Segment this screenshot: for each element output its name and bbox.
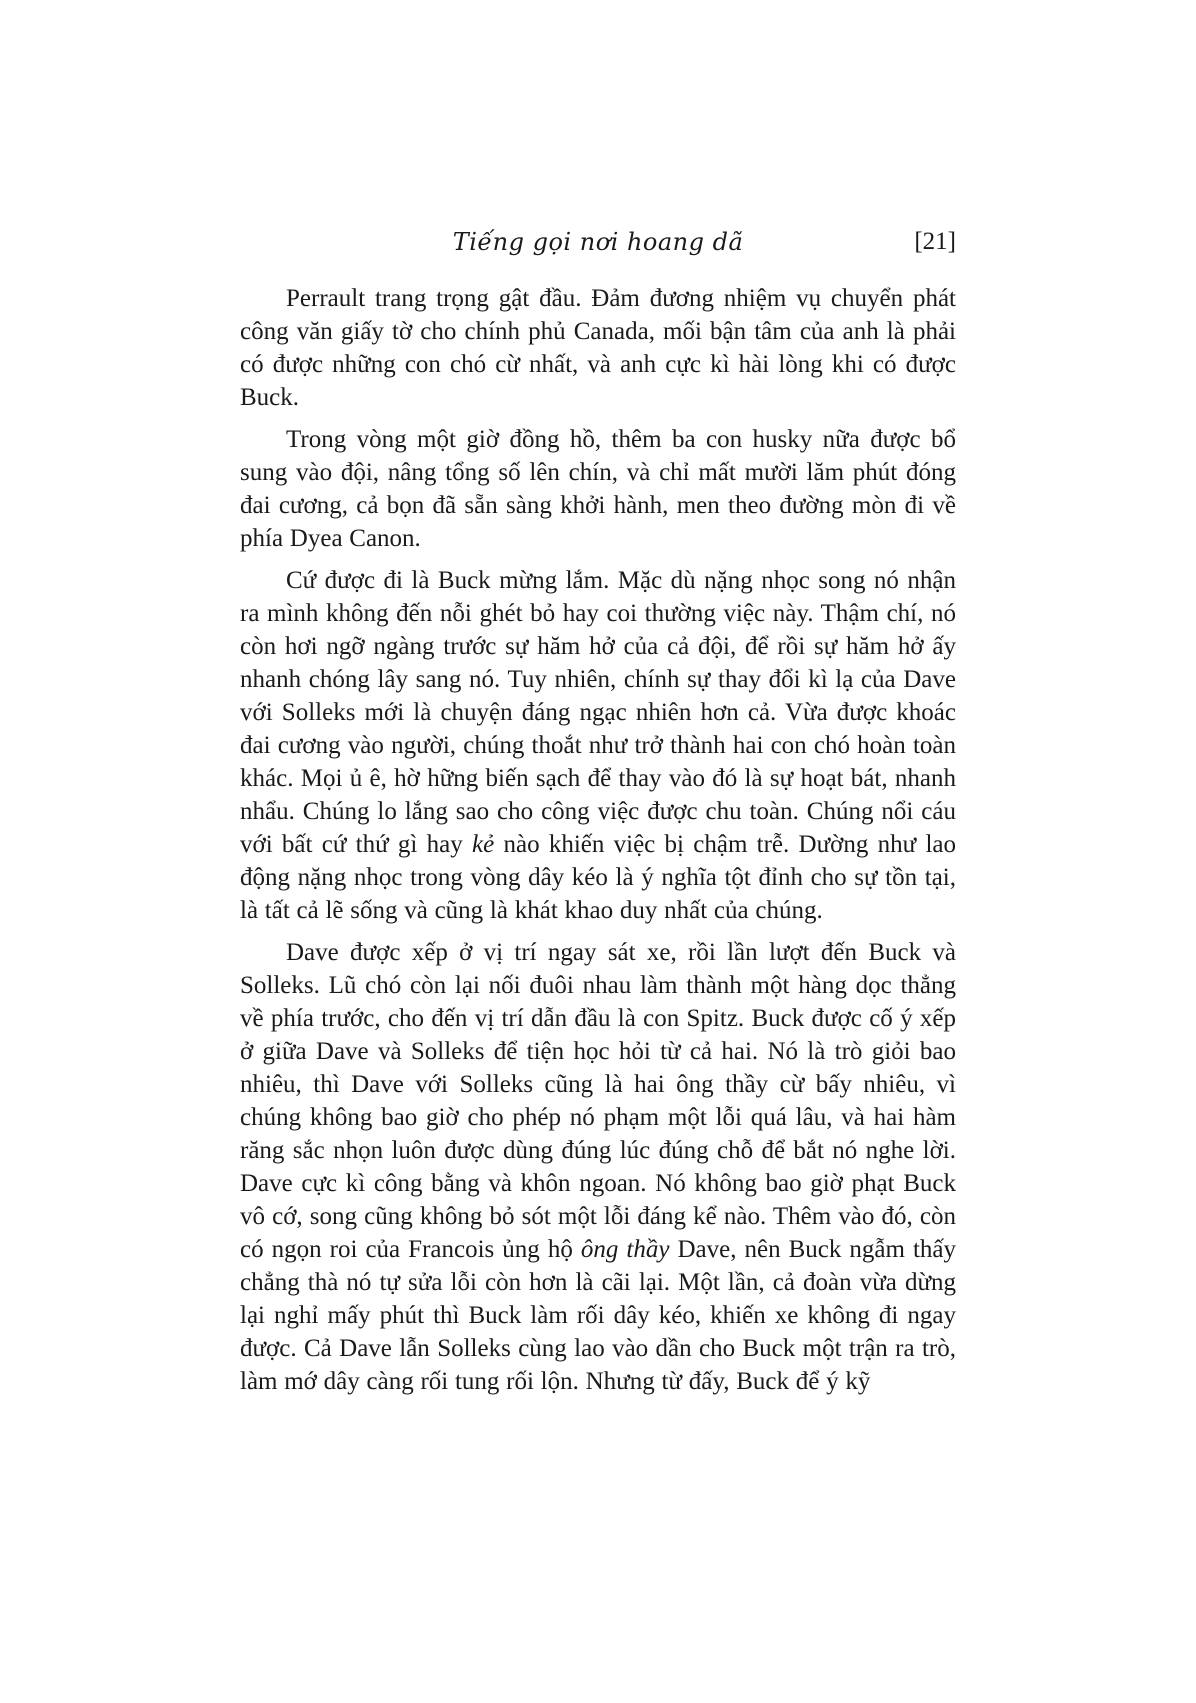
book-title: Tiếng gọi nơi hoang dã bbox=[452, 228, 744, 256]
paragraph-2: Trong vòng một giờ đồng hồ, thêm ba con husky nữa được bổ sung vào đội, nâng tổng số lên chín, và chỉ mất mười lăm phút đóng đai cương, cả bọn đã sẵn sàng khởi hành, men theo đường mòn đi về phía Dyea Canon. bbox=[240, 426, 956, 552]
paragraph-3-text-a: Cứ được đi là Buck mừng lắm. Mặc dù nặng nhọc song nó nhận ra mình không đến nỗi ghét bỏ hay coi thường việc này. Thậm chí, nó còn hơi ngỡ ngàng trước sự hăm hở của cả đội, để rồi sự hăm hở ấy nhanh chóng lây sang nó. Tuy nhiên, chính sự thay đổi kì lạ của Dave với Solleks mới là chuyện đáng ngạc nhiên hơn cả. Vừa được khoác đai cương vào người, chúng thoắt như trở thành hai con chó hoàn toàn khác. Mọi ủ ê, hờ hững biến sạch để thay vào đó là sự hoạt bát, nhanh nhẩu. Chúng lo lắng sao cho công việc được chu toàn. Chúng nổi cáu với bất cứ thứ gì hay bbox=[240, 567, 956, 858]
page-number: [21] bbox=[914, 228, 956, 255]
body-text bbox=[240, 282, 956, 1407]
paragraph-3-italic: kẻ bbox=[472, 831, 495, 858]
paragraph-4-italic: ông thầy bbox=[580, 1236, 670, 1263]
running-header bbox=[240, 228, 956, 268]
paragraph-3-text-b: nào khiến việc bị chậm trễ. Dường như lao động nặng nhọc trong vòng dây kéo là ý nghĩa tột đỉnh cho sự tồn tại, là tất cả lẽ sống và cũng là khát khao duy nhất của chúng. bbox=[240, 831, 956, 924]
paragraph-4 bbox=[240, 936, 956, 1398]
paragraph-1: Perrault trang trọng gật đầu. Đảm đương nhiệm vụ chuyển phát công văn giấy tờ cho chính phủ Canada, mối bận tâm của anh là phải có được những con chó cừ nhất, và anh cực kì hài lòng khi có được Buck. bbox=[240, 285, 956, 411]
paragraph-3 bbox=[240, 564, 956, 927]
paragraph-4-text-b: Dave, nên Buck ngẫm thấy chẳng thà nó tự sửa lỗi còn hơn là cãi lại. Một lần, cả đoàn vừa dừng lại nghỉ mấy phút thì Buck làm rối dây kéo, khiến xe không đi ngay được. Cả Dave lẫn Solleks cùng lao vào dần cho Buck một trận ra trò, làm mớ dây càng rối tung rối lộn. Nhưng từ đấy, Buck để ý kỹ bbox=[240, 1236, 957, 1395]
paragraph-4-text-a: Dave được xếp ở vị trí ngay sát xe, rồi lần lượt đến Buck và Solleks. Lũ chó còn lại nối đuôi nhau làm thành một hàng dọc thẳng về phía trước, cho đến vị trí dẫn đầu là con Spitz. Buck được cố ý xếp ở giữa Dave và Solleks để tiện học hỏi từ cả hai. Nó là trò giỏi bao nhiêu, thì Dave với Solleks cũng là hai ông thầy cừ bấy nhiêu, vì chúng không bao giờ cho phép nó phạm một lỗi quá lâu, và hai hàm răng sắc nhọn luôn được dùng đúng lúc đúng chỗ để bắt nó nghe lời. Dave cực kì công bằng và khôn ngoan. Nó không bao giờ phạt Buck vô cớ, song cũng không bỏ sót một lỗi đáng kể nào. Thêm vào đó, còn có ngọn roi của Francois ủng hộ bbox=[240, 939, 956, 1263]
